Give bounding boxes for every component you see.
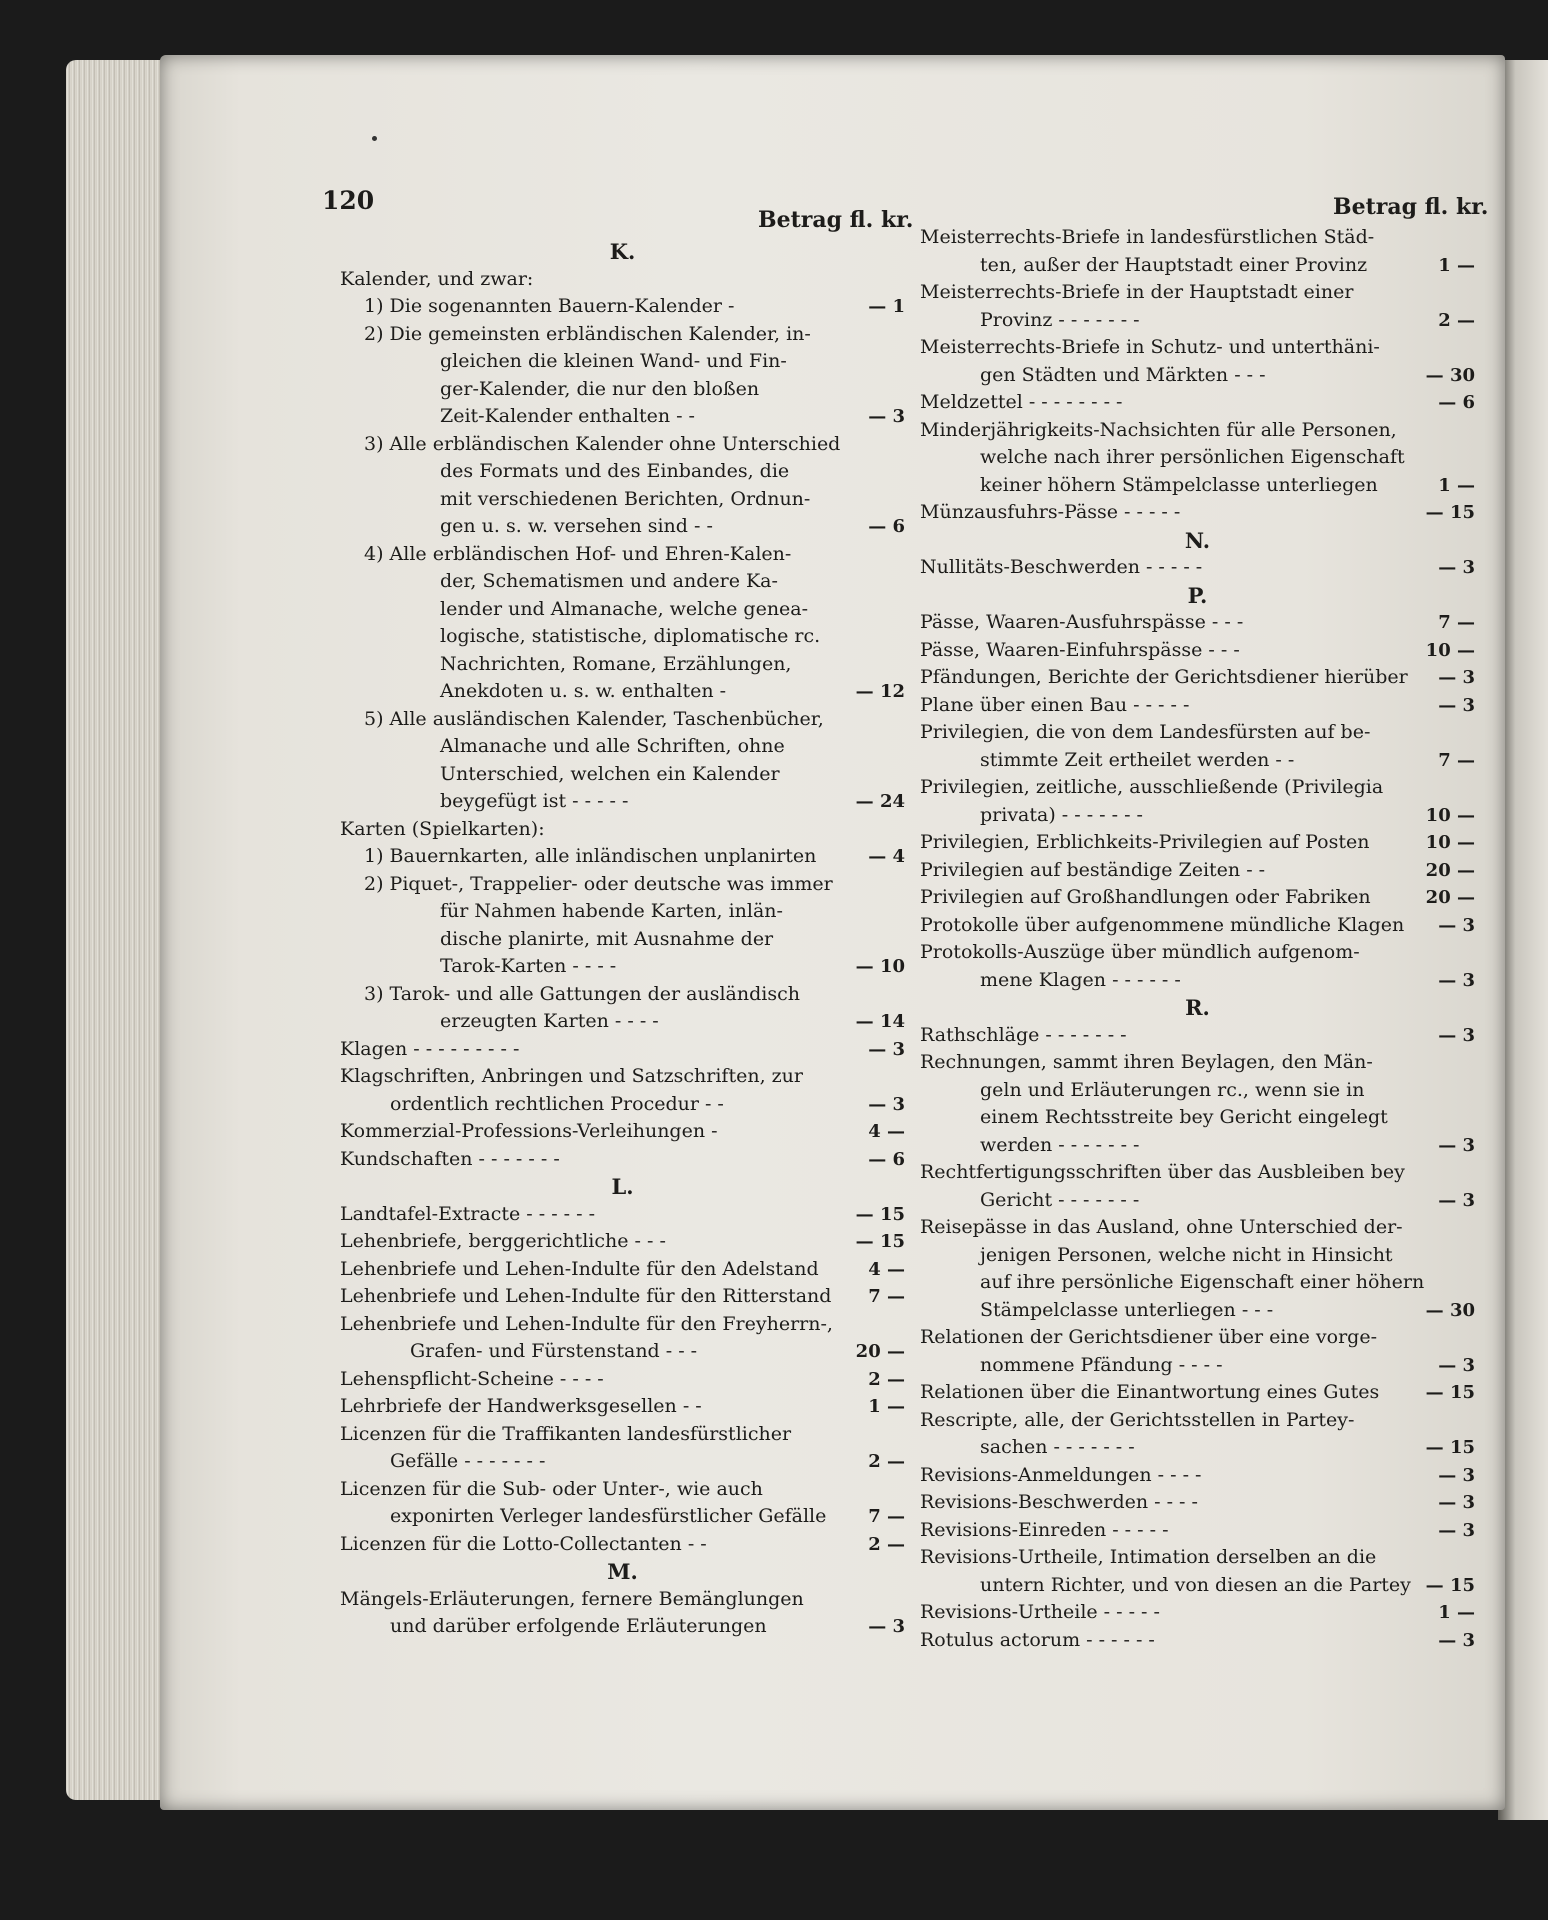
entry-text: Relationen über die Einantwortung eines Gutes xyxy=(920,1381,1380,1403)
entry-line xyxy=(340,486,905,514)
entry-amount: — 15 xyxy=(1425,1382,1475,1403)
entry-line xyxy=(340,1503,905,1531)
section-letter: N. xyxy=(1184,527,1211,553)
entry-text: Mängels-Erläuterungen, fernere Bemänglungen xyxy=(340,1587,804,1610)
entry-line xyxy=(920,554,1475,582)
entry-text: Revisions-Urtheile, Intimation derselben an die xyxy=(920,1546,1377,1568)
entry-amount: — 12 xyxy=(855,681,905,702)
entry-text: Nullitäts-Beschwerden - - - - - xyxy=(920,556,1203,578)
entry-text: Anekdoten u. s. w. enthalten - xyxy=(440,680,727,702)
entry-text: Klagen - - - - - - - - - xyxy=(340,1037,520,1060)
entry-amount: — 30 xyxy=(1425,1299,1475,1321)
entry-text: auf ihre persönliche Eigenschaft einer höhern xyxy=(980,1271,1425,1293)
entry-line xyxy=(340,513,905,541)
entry-line xyxy=(920,1544,1475,1572)
entry-text: Revisions-Einreden - - - - - xyxy=(920,1518,1169,1541)
entry-text: nommene Pfändung - - - - xyxy=(980,1353,1223,1376)
entry-text: Meldzettel - - - - - - - - xyxy=(920,391,1123,413)
entry-text: ger-Kalender, die nur den bloßen xyxy=(440,377,760,400)
entry-line xyxy=(340,926,905,954)
entry-text: Licenzen für die Traffikanten landesfürstlicher xyxy=(340,1422,792,1445)
entry-line xyxy=(340,458,905,486)
entry-text: Lehenspflicht-Scheine - - - - xyxy=(340,1367,604,1390)
entry-line xyxy=(340,678,905,706)
entry-text: Meisterrechts-Briefe in der Hauptstadt einer xyxy=(920,281,1354,303)
entry-amount: — 3 xyxy=(1438,914,1475,936)
entry-line xyxy=(340,1146,905,1174)
entry-line xyxy=(340,321,905,349)
entry-line xyxy=(920,224,1475,252)
entry-line xyxy=(920,1489,1475,1517)
entry-line xyxy=(340,1613,905,1641)
section-letter: L. xyxy=(611,1174,634,1199)
entry-amount: 20 — xyxy=(1425,859,1475,881)
entry-line xyxy=(340,1448,905,1476)
page-number: 120 xyxy=(322,186,375,215)
entry-text: Revisions-Urtheile - - - - - xyxy=(920,1601,1160,1623)
entry-text: Gefälle - - - - - - - xyxy=(390,1450,546,1472)
section-letter: R. xyxy=(1185,995,1210,1020)
entry-text: ten, außer der Hauptstadt einer Provinz xyxy=(980,253,1368,276)
entry-line xyxy=(920,884,1475,912)
entry-line xyxy=(920,1132,1475,1160)
entry-line xyxy=(340,1118,905,1146)
entry-line xyxy=(340,843,905,871)
entry-text: Revisions-Anmeldungen - - - - xyxy=(920,1463,1202,1486)
entry-line xyxy=(340,348,905,376)
entry-line xyxy=(920,967,1475,995)
entry-line xyxy=(920,1159,1475,1187)
entry-amount: — 3 xyxy=(868,406,905,427)
entry-line xyxy=(340,1421,905,1449)
entry-text: Reisepässe in das Ausland, ohne Unterschied der- xyxy=(920,1216,1403,1238)
entry-amount: 1 — xyxy=(1438,1602,1475,1623)
header-right: Betrag fl. kr. xyxy=(1333,194,1489,220)
entry-text: dische planirte, mit Ausnahme der xyxy=(440,927,774,950)
entry-text: gen Städten und Märkten - - - xyxy=(980,363,1266,386)
entry-text: untern Richter, und von diesen an die Partey xyxy=(980,1573,1411,1596)
entry-amount: — 15 xyxy=(855,1203,905,1225)
entry-amount: — 4 xyxy=(868,846,905,867)
entry-line xyxy=(340,761,905,789)
header-left: Betrag fl. kr. xyxy=(758,207,914,233)
entry-text: Rotulus actorum - - - - - - xyxy=(920,1628,1155,1651)
entry-line xyxy=(920,1407,1475,1435)
entry-text: lender und Almanache, welche genea- xyxy=(440,597,809,620)
entry-line xyxy=(920,499,1475,527)
entry-line xyxy=(340,1366,905,1394)
entry-amount: — 6 xyxy=(868,516,905,537)
entry-amount: — 3 xyxy=(1438,667,1475,688)
entry-text: exponirten Verleger landesfürstlicher Gefälle xyxy=(390,1505,827,1527)
entry-line xyxy=(340,871,905,899)
entry-line xyxy=(920,692,1475,720)
entry-text: Relationen der Gerichtsdiener über eine vorge- xyxy=(920,1326,1378,1348)
entry-text: Kommerzial-Professions-Verleihungen - xyxy=(340,1120,718,1142)
entry-text: Meisterrechts-Briefe in Schutz- und unterthäni- xyxy=(920,336,1380,358)
entry-amount: 4 — xyxy=(868,1121,905,1142)
entry-text: logische, statistische, diplomatische rc. xyxy=(440,625,821,647)
entry-text: welche nach ihrer persönlichen Eigenschaft xyxy=(980,446,1405,468)
entry-text: Landtafel-Extracte - - - - - - xyxy=(340,1202,595,1225)
entry-amount: 7 — xyxy=(868,1286,905,1307)
entry-amount: 2 — xyxy=(1438,309,1475,331)
entry-line xyxy=(340,403,905,431)
entry-amount: 2 — xyxy=(868,1533,905,1555)
entry-line xyxy=(340,1091,905,1119)
entry-text: und darüber erfolgende Erläuterungen xyxy=(390,1615,767,1637)
entry-text: Pfändungen, Berichte der Gerichtsdiener hierüber xyxy=(920,666,1408,688)
entry-text: 3) Alle erbländischen Kalender ohne Unterschied xyxy=(364,432,841,455)
entry-text: stimmte Zeit ertheilet werden - - xyxy=(980,748,1295,771)
entry-amount: 7 — xyxy=(868,1506,905,1527)
entry-line xyxy=(920,1434,1475,1462)
entry-line xyxy=(920,362,1475,390)
entry-line xyxy=(340,733,905,761)
entry-line xyxy=(340,623,905,651)
entry-line xyxy=(920,1269,1475,1297)
entry-amount: 10 — xyxy=(1425,804,1475,826)
section-letter: K. xyxy=(609,239,636,264)
entry-line xyxy=(340,541,905,569)
entry-text: Lehrbriefe der Handwerksgesellen - - xyxy=(340,1395,702,1417)
entry-line xyxy=(920,334,1475,362)
entry-line xyxy=(920,774,1475,802)
entry-line xyxy=(920,472,1475,500)
entry-text: einem Rechtsstreite bey Gericht eingelegt xyxy=(980,1106,1388,1128)
entry-line xyxy=(340,1036,905,1064)
entry-text: gleichen die kleinen Wand- und Fin- xyxy=(440,350,787,372)
entry-text: 3) Tarok- und alle Gattungen der ausländisch xyxy=(364,982,800,1005)
entry-text: Stämpelclasse unterliegen - - - xyxy=(980,1298,1274,1321)
entry-line xyxy=(340,1586,905,1614)
entry-line xyxy=(920,1187,1475,1215)
entry-text: geln und Erläuterungen rc., wenn sie in xyxy=(980,1078,1365,1101)
entry-amount: — 3 xyxy=(1438,1629,1475,1651)
left-column xyxy=(340,238,905,1641)
right-column xyxy=(920,224,1475,1654)
entry-line xyxy=(920,1297,1475,1325)
entry-amount: 20 — xyxy=(1425,887,1475,908)
entry-amount: 4 — xyxy=(868,1258,905,1280)
entry-text: sachen - - - - - - - xyxy=(980,1436,1135,1458)
entry-line xyxy=(920,829,1475,857)
entry-amount: 1 — xyxy=(1438,254,1475,276)
entry-amount: — 3 xyxy=(1438,1189,1475,1211)
entry-amount: 20 — xyxy=(855,1341,905,1362)
entry-text: Lehenbriefe und Lehen-Indulte für den Ritterstand xyxy=(340,1285,832,1307)
entry-amount: 2 — xyxy=(868,1368,905,1390)
entry-text: Privilegien, die von dem Landesfürsten auf be- xyxy=(920,721,1371,743)
entry-amount: 2 — xyxy=(868,1451,905,1472)
entry-text: gen u. s. w. versehen sind - - xyxy=(440,515,713,537)
entry-amount: — 3 xyxy=(868,1093,905,1115)
entry-text: Meisterrechts-Briefe in landesfürstlichen Städ- xyxy=(920,226,1375,248)
entry-amount: — 1 xyxy=(868,296,905,317)
entry-line xyxy=(920,389,1475,417)
entry-line xyxy=(340,376,905,404)
entry-text: Rescripte, alle, der Gerichtsstellen in Partey- xyxy=(920,1408,1355,1431)
entry-line xyxy=(920,719,1475,747)
entry-amount: — 30 xyxy=(1425,364,1475,386)
entry-text: Tarok-Karten - - - - xyxy=(440,955,617,977)
entry-line xyxy=(340,651,905,679)
entry-line xyxy=(340,1531,905,1559)
entry-text: werden - - - - - - - xyxy=(980,1133,1140,1156)
entry-amount: 1 — xyxy=(1438,474,1475,496)
entry-text: beygefügt ist - - - - - xyxy=(440,790,629,812)
entry-text: 2) Piquet-, Trappelier- oder deutsche was immer xyxy=(364,872,833,895)
entry-amount: — 3 xyxy=(1438,557,1475,578)
entry-text: mene Klagen - - - - - - xyxy=(980,968,1181,991)
entry-line xyxy=(920,1517,1475,1545)
entry-text: jenigen Personen, welche nicht in Hinsicht xyxy=(980,1243,1393,1266)
entry-text: Revisions-Beschwerden - - - - xyxy=(920,1491,1198,1513)
entry-text: 1) Die sogenannten Bauern-Kalender - xyxy=(364,295,735,317)
entry-line xyxy=(920,1379,1475,1407)
entry-line xyxy=(340,953,905,981)
entry-line xyxy=(920,1352,1475,1380)
entry-text: Kundschaften - - - - - - - xyxy=(340,1147,560,1170)
entry-line xyxy=(340,788,905,816)
entry-amount: — 3 xyxy=(1438,1354,1475,1376)
entry-line xyxy=(920,444,1475,472)
entry-line xyxy=(340,568,905,596)
entry-line xyxy=(920,1242,1475,1270)
entry-line xyxy=(920,1077,1475,1105)
entry-line xyxy=(920,664,1475,692)
entry-amount: — 3 xyxy=(1438,1134,1475,1156)
entry-line xyxy=(920,637,1475,665)
entry-line xyxy=(340,981,905,1009)
entry-amount: — 3 xyxy=(1438,1024,1475,1046)
entry-text: 1) Bauernkarten, alle inländischen unplanirten xyxy=(364,845,817,867)
entry-line xyxy=(340,1476,905,1504)
entry-amount: — 3 xyxy=(868,1616,905,1637)
entry-text: Provinz - - - - - - - xyxy=(980,308,1140,331)
entry-text: Protokolle über aufgenommene mündliche Klagen xyxy=(920,913,1405,936)
entry-line xyxy=(920,939,1475,967)
entry-line xyxy=(340,266,905,294)
entry-amount: — 6 xyxy=(1438,392,1475,413)
entry-text: Münzausfuhrs-Pässe - - - - - xyxy=(920,501,1181,523)
entry-line xyxy=(920,252,1475,280)
entry-text: Protokolls-Auszüge über mündlich aufgenom- xyxy=(920,941,1360,963)
entry-amount: 7 — xyxy=(1438,612,1475,633)
entry-amount: — 3 xyxy=(1438,1464,1475,1486)
entry-line xyxy=(920,1214,1475,1242)
entry-text: des Formats und des Einbandes, die xyxy=(440,460,790,482)
entry-text: 5) Alle ausländischen Kalender, Taschenbücher, xyxy=(364,707,824,730)
entry-line xyxy=(920,857,1475,885)
entry-line xyxy=(340,431,905,459)
entry-amount: 1 — xyxy=(868,1396,905,1417)
entry-amount: — 6 xyxy=(868,1148,905,1170)
entry-amount: — 15 xyxy=(1425,1574,1475,1596)
entry-amount: — 10 xyxy=(855,956,905,977)
entry-text: der, Schematismen und andere Ka- xyxy=(440,570,778,592)
entry-text: Rechnungen, sammt ihren Beylagen, den Män- xyxy=(920,1051,1373,1073)
entry-line xyxy=(340,1256,905,1284)
entry-line xyxy=(340,293,905,321)
entry-line xyxy=(340,1008,905,1036)
entry-text: Lehenbriefe und Lehen-Indulte für den Adelstand xyxy=(340,1257,819,1280)
entry-line xyxy=(340,596,905,624)
entry-amount: 10 — xyxy=(1425,832,1475,853)
entry-amount: — 3 xyxy=(1438,1519,1475,1541)
entry-text: mit verschiedenen Berichten, Ordnun- xyxy=(440,487,811,510)
entry-text: Privilegien, zeitliche, ausschließende (Privilegia xyxy=(920,776,1384,798)
entry-text: Gericht - - - - - - - xyxy=(980,1188,1140,1211)
entry-line xyxy=(340,1283,905,1311)
entry-line xyxy=(920,1022,1475,1050)
entry-text: Privilegien, Erblichkeits-Privilegien auf Posten xyxy=(920,831,1370,853)
entry-line xyxy=(340,816,905,844)
entry-text: 2) Die gemeinsten erbländischen Kalender, in- xyxy=(364,322,811,345)
entry-amount: — 24 xyxy=(855,791,905,812)
entry-amount: — 15 xyxy=(855,1231,905,1252)
entry-text: Minderjährigkeits-Nachsichten für alle Personen, xyxy=(920,418,1397,441)
entry-line xyxy=(920,747,1475,775)
entry-text: erzeugten Karten - - - - xyxy=(440,1010,659,1032)
entry-text: Nachrichten, Romane, Erzählungen, xyxy=(440,652,792,675)
entry-line xyxy=(340,1393,905,1421)
book-gutter xyxy=(1498,60,1548,1820)
entry-line xyxy=(340,1228,905,1256)
entry-line xyxy=(920,1599,1475,1627)
entry-text: Zeit-Kalender enthalten - - xyxy=(440,405,695,427)
entry-text: Unterschied, welchen ein Kalender xyxy=(440,762,780,785)
entry-line xyxy=(920,1462,1475,1490)
entry-line xyxy=(920,609,1475,637)
entry-line xyxy=(340,1338,905,1366)
entry-text: ordentlich rechtlichen Procedur - - xyxy=(390,1092,724,1115)
entry-line xyxy=(920,802,1475,830)
entry-text: keiner höhern Stämpelclasse unterliegen xyxy=(980,473,1378,496)
entry-text: privata) - - - - - - - xyxy=(980,803,1143,826)
entry-text: Klagschriften, Anbringen und Satzschriften, zur xyxy=(340,1065,803,1087)
entry-line xyxy=(920,417,1475,445)
section-letter: P. xyxy=(1187,582,1208,608)
entry-text: Privilegien auf beständige Zeiten - - xyxy=(920,858,1266,881)
entry-text: Privilegien auf Großhandlungen oder Fabriken xyxy=(920,886,1371,908)
entry-line xyxy=(340,898,905,926)
entry-text: 4) Alle erbländischen Hof- und Ehren-Kalen- xyxy=(364,542,792,565)
ink-dot xyxy=(372,136,377,141)
entry-line xyxy=(920,912,1475,940)
entry-line xyxy=(920,1104,1475,1132)
entry-line xyxy=(340,1063,905,1091)
entry-line xyxy=(920,307,1475,335)
entry-text: Lehenbriefe und Lehen-Indulte für den Freyherrn-, xyxy=(340,1312,833,1335)
entry-line xyxy=(920,1324,1475,1352)
entry-text: Grafen- und Fürstenstand - - - xyxy=(410,1340,698,1362)
entry-line xyxy=(340,706,905,734)
entry-amount: — 15 xyxy=(1425,502,1475,523)
entry-line xyxy=(920,1572,1475,1600)
entry-amount: 10 — xyxy=(1425,639,1475,661)
entry-amount: — 14 xyxy=(855,1011,905,1032)
entry-amount: — 15 xyxy=(1425,1437,1475,1458)
entry-text: Karten (Spielkarten): xyxy=(340,817,545,840)
entry-text: Almanache und alle Schriften, ohne xyxy=(440,735,785,757)
entry-amount: 7 — xyxy=(1438,749,1475,771)
entry-amount: — 3 xyxy=(868,1038,905,1060)
entry-line xyxy=(920,1049,1475,1077)
entry-text: Rathschläge - - - - - - - xyxy=(920,1023,1127,1046)
entry-line xyxy=(340,1201,905,1229)
entry-text: Licenzen für die Sub- oder Unter-, wie auch xyxy=(340,1477,763,1500)
entry-text: Kalender, und zwar: xyxy=(340,267,534,290)
entry-text: für Nahmen habende Karten, inlän- xyxy=(440,900,783,922)
entry-amount: — 3 xyxy=(1438,1492,1475,1513)
entry-text: Plane über einen Bau - - - - - xyxy=(920,693,1190,716)
entry-amount: — 3 xyxy=(1438,969,1475,991)
entry-line xyxy=(340,1311,905,1339)
entry-line xyxy=(920,279,1475,307)
entry-line xyxy=(920,1627,1475,1655)
entry-text: Licenzen für die Lotto-Collectanten - - xyxy=(340,1532,707,1555)
entry-text: Pässe, Waaren-Ausfuhrspässe - - - xyxy=(920,611,1244,633)
entry-text: Lehenbriefe, berggerichtliche - - - xyxy=(340,1230,666,1252)
entry-text: Rechtfertigungsschriften über das Ausbleiben bey xyxy=(920,1161,1405,1183)
section-letter: M. xyxy=(607,1559,638,1584)
entry-text: Pässe, Waaren-Einfuhrspässe - - - xyxy=(920,638,1240,661)
entry-amount: — 3 xyxy=(1438,694,1475,716)
